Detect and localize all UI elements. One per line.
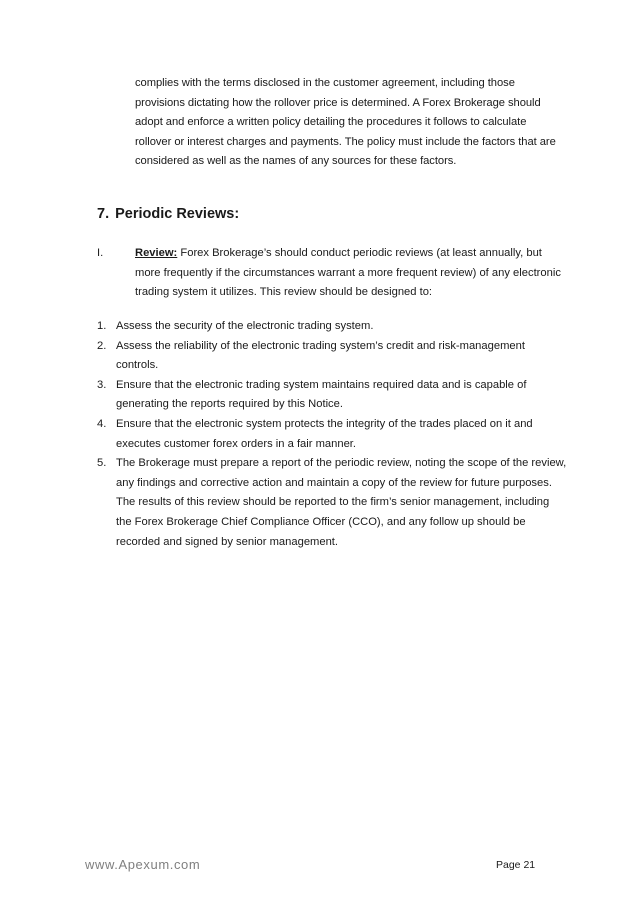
list-item <box>97 454 567 552</box>
review-text: Forex Brokerage’s should conduct periodic reviews (at least annually, but more frequently if the circumstances warrant a more frequent review) of any electronic trading system it utilizes. This review should be designed to: <box>135 247 561 299</box>
section-title: Periodic Reviews: <box>115 206 240 222</box>
list-item-number: 5. <box>97 457 107 470</box>
section-heading <box>97 204 239 224</box>
list-item-text: Assess the security of the electronic trading system. <box>116 320 374 332</box>
continued-paragraph: complies with the terms disclosed in the customer agreement, including those provisions dictating how the rollover price is determined. A Forex Brokerage should adopt and enforce a written policy detailing the procedures it follows to calculate rollover or interest charges and payments. The policy must include the factors that are considered as well as the names of any sources for these factors. <box>135 77 556 168</box>
list-item <box>97 337 567 376</box>
review-paragraph <box>97 244 567 303</box>
review-term: Review: <box>135 247 178 259</box>
list-item-number: 4. <box>97 417 107 430</box>
list-item-text: The Brokerage must prepare a report of the periodic review, noting the scope of the review, any findings and corrective action and maintain a copy of the review for future purposes. The results of this review should be reported to the firm’s senior management, including the Forex Brokerage Chief Compliance Officer (CCO), and any follow up should be recorded and signed by senior management. <box>116 457 567 548</box>
list-item-number: 1. <box>97 320 107 332</box>
footer-page-number: Page 21 <box>496 859 536 871</box>
footer-website: www.Apexum.com <box>85 857 201 872</box>
section-number: 7. <box>97 206 110 222</box>
list-item <box>97 317 567 337</box>
list-item-number: 3. <box>97 378 107 391</box>
list-item-text: Assess the reliability of the electronic trading system’s credit and risk-management controls. <box>116 339 525 372</box>
list-item <box>97 376 567 415</box>
list-item <box>97 415 567 454</box>
list-item-text: Ensure that the electronic system protects the integrity of the trades placed on it and executes customer forex orders in a fair manner. <box>116 417 533 450</box>
list-item-text: Ensure that the electronic trading system maintains required data and is capable of generating the reports required by this Notice. <box>116 378 527 411</box>
list-item-number: 2. <box>97 339 107 352</box>
review-objectives-list <box>97 317 567 552</box>
roman-numeral: I. <box>97 247 104 259</box>
review-body <box>135 244 567 303</box>
